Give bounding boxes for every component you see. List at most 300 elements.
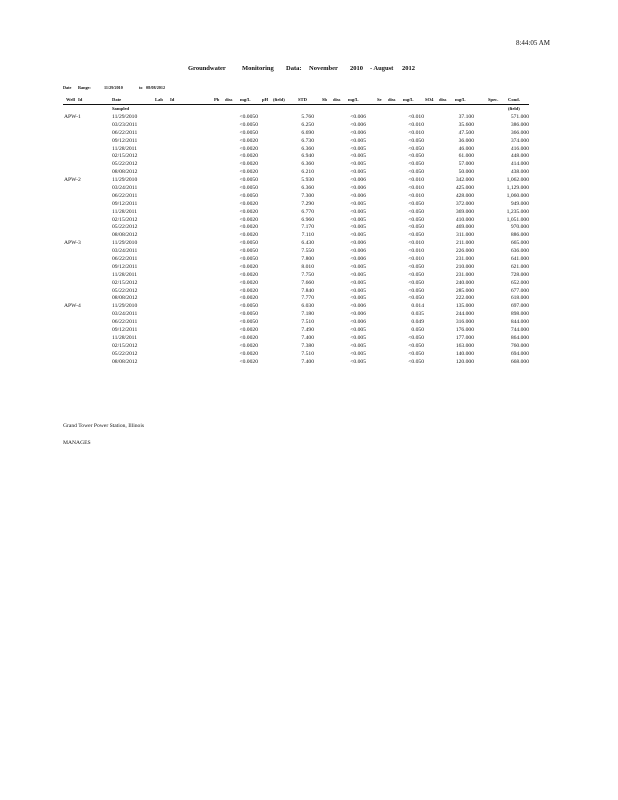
cell-sb: <0.006 xyxy=(350,256,366,263)
cell-pb: <0.0020 xyxy=(239,263,258,270)
table-row xyxy=(0,201,618,209)
cell-cond: 760.000 xyxy=(510,342,529,349)
cell-cond: 697.000 xyxy=(510,303,529,310)
title-word: 2012 xyxy=(402,65,415,72)
cell-date: 05/22/2012 xyxy=(112,224,138,231)
cell-pb: <0.0050 xyxy=(239,303,258,310)
cell-cond: 694.000 xyxy=(510,350,529,357)
cell-se: <0.010 xyxy=(408,114,424,120)
cell-ph: 6.360 xyxy=(301,185,314,192)
cell-ph: 7.380 xyxy=(301,342,314,349)
cell-so4: 425.000 xyxy=(455,185,474,192)
col-well-id: Id xyxy=(78,97,83,102)
table-row xyxy=(0,288,618,296)
table-row xyxy=(0,327,618,335)
cell-cond: 438.000 xyxy=(510,169,529,176)
cell-cond: 898.000 xyxy=(510,311,529,318)
cell-se: <0.050 xyxy=(408,334,424,341)
cell-se: <0.050 xyxy=(408,137,424,144)
cell-se: <0.050 xyxy=(408,208,424,215)
cell-so4: 46.000 xyxy=(458,145,474,152)
cell-date: 09/12/2011 xyxy=(112,327,138,334)
cell-date: 03/24/2011 xyxy=(112,311,138,318)
cell-sb: <0.005 xyxy=(350,232,366,239)
cell-ph: 6.430 xyxy=(301,240,314,247)
table-row xyxy=(0,303,618,311)
cell-ph: 7.750 xyxy=(301,271,314,278)
cell-se: <0.010 xyxy=(408,192,424,199)
cell-pb: <0.0050 xyxy=(239,192,258,199)
cell-sb: <0.005 xyxy=(350,137,366,144)
cell-se: <0.050 xyxy=(408,153,424,160)
cell-se: <0.050 xyxy=(408,216,424,223)
table-row xyxy=(0,177,618,185)
table-row xyxy=(0,256,618,264)
cell-sb: <0.006 xyxy=(350,185,366,192)
cell-pb: <0.0050 xyxy=(239,319,258,326)
table-row xyxy=(0,114,618,122)
cell-date: 02/15/2012 xyxy=(112,216,138,223)
cell-ph: 6.210 xyxy=(301,169,314,176)
cell-cond: 641.000 xyxy=(510,256,529,263)
cell-date: 05/22/2012 xyxy=(112,287,138,294)
cell-pb: <0.0050 xyxy=(239,311,258,318)
report-time: 8:44:05 AM xyxy=(515,39,550,47)
cell-ph: 6.360 xyxy=(301,145,314,152)
col-so4-unit: mg/L xyxy=(455,97,466,102)
cell-date: 09/12/2011 xyxy=(112,200,138,207)
cell-so4: 372.000 xyxy=(455,200,474,207)
cell-date: 09/12/2011 xyxy=(112,263,138,270)
cell-sb: <0.005 xyxy=(350,287,366,294)
cell-se: <0.010 xyxy=(408,256,424,263)
cell-ph: 6.360 xyxy=(301,161,314,168)
cell-pb: <0.0020 xyxy=(239,342,258,349)
title-word: Groundwater xyxy=(188,65,226,72)
data-table xyxy=(0,114,618,367)
cell-ph: 7.300 xyxy=(301,192,314,199)
footer-site: Grand Tower Power Station, Illinois xyxy=(63,423,145,429)
cell-pb: <0.0050 xyxy=(239,177,258,184)
col-spec: Spec. xyxy=(488,97,499,102)
cell-well: APW-2 xyxy=(64,177,81,184)
cell-date: 11/29/2010 xyxy=(112,177,138,184)
cell-cond: 374.000 xyxy=(510,137,529,144)
cell-cond: 1,051.000 xyxy=(506,216,529,223)
column-headers-subline xyxy=(0,106,618,113)
table-row xyxy=(0,185,618,193)
cell-so4: 140.000 xyxy=(455,350,474,357)
cell-se: 0.050 xyxy=(411,327,424,334)
cell-so4: 176.000 xyxy=(455,327,474,334)
title-word: Monitoring xyxy=(242,65,274,72)
cell-sb: <0.006 xyxy=(350,303,366,310)
cell-cond: 1,062.000 xyxy=(506,177,529,184)
table-row xyxy=(0,138,618,146)
cell-ph: 7.490 xyxy=(301,327,314,334)
cell-ph: 8.010 xyxy=(301,263,314,270)
table-row xyxy=(0,335,618,343)
cell-se: <0.050 xyxy=(408,279,424,286)
cell-sb: <0.006 xyxy=(350,311,366,318)
cell-se: <0.050 xyxy=(408,350,424,357)
cell-date: 08/08/2012 xyxy=(112,358,138,365)
cell-ph: 5.930 xyxy=(301,177,314,184)
col-ph-unit: (field) xyxy=(273,97,285,102)
cell-ph: 7.510 xyxy=(301,350,314,357)
cell-cond: 416.000 xyxy=(510,145,529,152)
cell-ph: 7.800 xyxy=(301,256,314,263)
cell-so4: 316.000 xyxy=(455,319,474,326)
cell-ph: 6.690 xyxy=(301,129,314,136)
cell-date: 08/08/2012 xyxy=(112,232,138,239)
cell-pb: <0.0020 xyxy=(239,137,258,144)
date-range-label: Range: xyxy=(78,85,91,90)
title-word: November xyxy=(309,65,338,72)
table-row xyxy=(0,248,618,256)
cell-sb: <0.006 xyxy=(350,192,366,199)
date-range-to-label: to xyxy=(139,85,143,90)
cell-so4: 226.000 xyxy=(455,248,474,255)
cell-se: <0.010 xyxy=(408,248,424,255)
cell-cond: 636.000 xyxy=(510,248,529,255)
cell-so4: 231.000 xyxy=(455,256,474,263)
cell-ph: 6.770 xyxy=(301,208,314,215)
table-row xyxy=(0,130,618,138)
cell-date: 05/22/2012 xyxy=(112,350,138,357)
date-range xyxy=(63,85,263,92)
cell-so4: 57.000 xyxy=(458,161,474,168)
table-row xyxy=(0,264,618,272)
col-pb: Pb xyxy=(214,97,220,102)
cell-se: <0.010 xyxy=(408,129,424,136)
cell-pb: <0.0050 xyxy=(239,114,258,120)
cell-se: <0.010 xyxy=(408,177,424,184)
cell-pb: <0.0020 xyxy=(239,200,258,207)
cell-se: <0.050 xyxy=(408,271,424,278)
cell-pb: <0.0020 xyxy=(239,295,258,302)
cell-cond: 366.000 xyxy=(510,129,529,136)
table-row xyxy=(0,272,618,280)
cell-so4: 222.000 xyxy=(455,295,474,302)
cell-se: 0.049 xyxy=(411,319,424,326)
col-se-type: diss xyxy=(388,97,396,102)
cell-so4: 177.000 xyxy=(455,334,474,341)
cell-sb: <0.005 xyxy=(350,216,366,223)
cell-pb: <0.0020 xyxy=(239,334,258,341)
cell-ph: 7.170 xyxy=(301,224,314,231)
cell-sb: <0.005 xyxy=(350,350,366,357)
cell-date: 11/29/2010 xyxy=(112,114,138,120)
cell-pb: <0.0020 xyxy=(239,208,258,215)
col-pb-unit: mg/L xyxy=(240,97,251,102)
cell-pb: <0.0050 xyxy=(239,129,258,136)
cell-well: APW-4 xyxy=(64,303,81,310)
cell-date: 02/15/2012 xyxy=(112,342,138,349)
cell-ph: 6.730 xyxy=(301,137,314,144)
title-word: - August xyxy=(370,65,394,72)
table-row xyxy=(0,224,618,232)
col-cond: Cond. xyxy=(508,97,520,102)
cell-pb: <0.0020 xyxy=(239,358,258,365)
cell-ph: 7.840 xyxy=(301,287,314,294)
cell-ph: 6.030 xyxy=(301,303,314,310)
col-pb-type: diss xyxy=(225,97,233,102)
cell-se: <0.050 xyxy=(408,287,424,294)
cell-date: 06/22/2011 xyxy=(112,192,138,199)
cell-so4: 342.000 xyxy=(455,177,474,184)
cell-so4: 244.000 xyxy=(455,311,474,318)
table-row xyxy=(0,161,618,169)
cell-cond: 571.000 xyxy=(510,114,529,120)
cell-pb: <0.0020 xyxy=(239,145,258,152)
table-row xyxy=(0,295,618,303)
table-row xyxy=(0,343,618,351)
cell-date: 03/24/2011 xyxy=(112,185,138,192)
cell-sb: <0.005 xyxy=(350,208,366,215)
table-row xyxy=(0,209,618,217)
cell-so4: 50.000 xyxy=(458,169,474,176)
cell-se: <0.050 xyxy=(408,161,424,168)
cell-pb: <0.0050 xyxy=(239,185,258,192)
col-so4: SO4 xyxy=(425,97,434,102)
cell-pb: <0.0020 xyxy=(239,350,258,357)
cell-date: 11/28/2011 xyxy=(112,271,138,278)
table-row xyxy=(0,311,618,319)
cell-ph: 7.660 xyxy=(301,279,314,286)
cell-sb: <0.005 xyxy=(350,169,366,176)
cell-sb: <0.005 xyxy=(350,358,366,365)
cell-pb: <0.0020 xyxy=(239,224,258,231)
cell-cond: 970.000 xyxy=(510,224,529,231)
cell-se: <0.010 xyxy=(408,185,424,192)
cell-cond: 864.000 xyxy=(510,334,529,341)
cell-date: 06/22/2011 xyxy=(112,129,138,136)
cell-cond: 744.000 xyxy=(510,327,529,334)
cell-cond: 844.000 xyxy=(510,319,529,326)
cell-date: 03/24/2011 xyxy=(112,248,138,255)
cell-cond: 665.000 xyxy=(510,240,529,247)
cell-sb: <0.005 xyxy=(350,271,366,278)
cell-cond: 621.000 xyxy=(510,263,529,270)
cell-sb: <0.005 xyxy=(350,224,366,231)
cell-ph: 5.760 xyxy=(301,114,314,120)
cell-cond: 668.000 xyxy=(510,358,529,365)
title-word: 2010 xyxy=(350,65,363,72)
col-sb: Sb xyxy=(322,97,328,102)
cell-se: <0.050 xyxy=(408,358,424,365)
cell-so4: 428.000 xyxy=(455,192,474,199)
col-se: Se xyxy=(377,97,382,102)
cell-sb: <0.006 xyxy=(350,129,366,136)
cell-date: 11/29/2010 xyxy=(112,240,138,247)
cell-date: 02/15/2012 xyxy=(112,279,138,286)
cell-se: <0.050 xyxy=(408,224,424,231)
date-range-to: 08/08/2012 xyxy=(146,85,166,90)
cell-so4: 163.000 xyxy=(455,342,474,349)
cell-cond: 652.000 xyxy=(510,279,529,286)
cell-cond: 386.000 xyxy=(510,121,529,128)
cell-sb: <0.006 xyxy=(350,114,366,120)
cell-pb: <0.0020 xyxy=(239,153,258,160)
cell-so4: 240.000 xyxy=(455,279,474,286)
cell-so4: 285.000 xyxy=(455,287,474,294)
cell-sb: <0.005 xyxy=(350,342,366,349)
cell-so4: 469.000 xyxy=(455,224,474,231)
col-sb-type: diss xyxy=(333,97,341,102)
cell-cond: 886.000 xyxy=(510,232,529,239)
cell-cond: 728.000 xyxy=(510,271,529,278)
col-sb-unit: mg/L xyxy=(348,97,359,102)
cell-cond: 1,129.000 xyxy=(506,185,529,192)
col-se-unit: mg/L xyxy=(403,97,414,102)
cell-date: 09/12/2011 xyxy=(112,137,138,144)
table-row xyxy=(0,240,618,248)
col-well: Well xyxy=(66,97,75,102)
cell-date: 06/22/2011 xyxy=(112,319,138,326)
cell-ph: 6.250 xyxy=(301,121,314,128)
cell-pb: <0.0020 xyxy=(239,327,258,334)
table-row xyxy=(0,351,618,359)
cell-cond: 677.000 xyxy=(510,287,529,294)
cell-se: <0.050 xyxy=(408,200,424,207)
col-so4-type: diss xyxy=(439,97,447,102)
title-word: Data: xyxy=(286,65,302,72)
cell-ph: 6.940 xyxy=(301,153,314,160)
cell-sb: <0.006 xyxy=(350,319,366,326)
cell-ph: 6.960 xyxy=(301,216,314,223)
cell-se: <0.050 xyxy=(408,342,424,349)
cell-ph: 7.290 xyxy=(301,200,314,207)
cell-so4: 369.000 xyxy=(455,208,474,215)
cell-so4: 410.000 xyxy=(455,216,474,223)
cell-pb: <0.0050 xyxy=(239,240,258,247)
cell-pb: <0.0050 xyxy=(239,248,258,255)
cell-sb: <0.005 xyxy=(350,145,366,152)
cell-date: 08/08/2012 xyxy=(112,169,138,176)
cell-se: <0.050 xyxy=(408,263,424,270)
cell-sb: <0.006 xyxy=(350,177,366,184)
cell-so4: 47.500 xyxy=(458,129,474,136)
cell-cond: 1,235.000 xyxy=(506,208,529,215)
cell-sb: <0.005 xyxy=(350,161,366,168)
date-range-label: Date xyxy=(63,85,72,90)
cell-ph: 7.400 xyxy=(301,358,314,365)
cell-pb: <0.0050 xyxy=(239,121,258,128)
cell-pb: <0.0020 xyxy=(239,161,258,168)
cell-so4: 61.000 xyxy=(458,153,474,160)
cell-sb: <0.005 xyxy=(350,334,366,341)
cell-sb: <0.005 xyxy=(350,153,366,160)
cell-date: 11/28/2011 xyxy=(112,334,138,341)
cell-se: <0.050 xyxy=(408,169,424,176)
footer-company: MANAGES xyxy=(63,440,91,446)
table-row xyxy=(0,217,618,225)
cell-pb: <0.0020 xyxy=(239,279,258,286)
col-std: STD xyxy=(298,97,307,102)
cell-ph: 7.110 xyxy=(301,232,314,239)
cell-cond: 949.000 xyxy=(510,200,529,207)
table-row xyxy=(0,146,618,154)
cell-ph: 7.400 xyxy=(301,334,314,341)
table-row xyxy=(0,232,618,240)
cell-sb: <0.005 xyxy=(350,263,366,270)
cell-date: 11/28/2011 xyxy=(112,208,138,215)
table-row xyxy=(0,193,618,201)
cell-ph: 7.180 xyxy=(301,311,314,318)
cell-cond: 618.000 xyxy=(510,295,529,302)
cell-so4: 37.100 xyxy=(458,114,474,120)
cell-se: <0.050 xyxy=(408,232,424,239)
col-lab-id: Id xyxy=(170,97,175,102)
cell-sb: <0.006 xyxy=(350,240,366,247)
cell-se: <0.010 xyxy=(408,240,424,247)
cell-pb: <0.0020 xyxy=(239,287,258,294)
table-row xyxy=(0,359,618,367)
cell-sb: <0.006 xyxy=(350,121,366,128)
cell-pb: <0.0020 xyxy=(239,271,258,278)
cell-so4: 135.000 xyxy=(455,303,474,310)
cell-ph: 7.550 xyxy=(301,248,314,255)
cell-se: <0.010 xyxy=(408,121,424,128)
table-row xyxy=(0,122,618,130)
cell-sb: <0.005 xyxy=(350,327,366,334)
cell-date: 08/08/2012 xyxy=(112,295,138,302)
cell-se: 0.014 xyxy=(411,303,424,310)
cell-date: 02/15/2012 xyxy=(112,153,138,160)
cell-cond: 448.000 xyxy=(510,153,529,160)
table-row xyxy=(0,169,618,177)
cell-well: APW-1 xyxy=(64,114,81,120)
cell-se: <0.050 xyxy=(408,295,424,302)
cell-sb: <0.005 xyxy=(350,295,366,302)
table-row xyxy=(0,153,618,161)
cell-so4: 210.000 xyxy=(455,263,474,270)
cell-date: 06/22/2011 xyxy=(112,256,138,263)
cell-so4: 35.600 xyxy=(458,121,474,128)
cell-pb: <0.0050 xyxy=(239,256,258,263)
col-lab: Lab xyxy=(155,97,163,102)
cell-so4: 120.000 xyxy=(455,358,474,365)
cell-sb: <0.006 xyxy=(350,248,366,255)
cell-se: <0.050 xyxy=(408,145,424,152)
col-cond-unit: (field) xyxy=(508,106,520,111)
cell-date: 11/28/2011 xyxy=(112,145,138,152)
cell-se: 0.035 xyxy=(411,311,424,318)
cell-date: 05/22/2012 xyxy=(112,161,138,168)
cell-cond: 414.000 xyxy=(510,161,529,168)
col-date: Date xyxy=(112,97,122,102)
cell-so4: 311.000 xyxy=(456,232,474,239)
cell-so4: 36.000 xyxy=(458,137,474,144)
table-row xyxy=(0,280,618,288)
header-rule xyxy=(63,104,529,105)
cell-pb: <0.0020 xyxy=(239,169,258,176)
cell-so4: 211.000 xyxy=(456,240,474,247)
cell-pb: <0.0020 xyxy=(239,232,258,239)
cell-date: 03/23/2011 xyxy=(112,121,138,128)
table-row xyxy=(0,319,618,327)
cell-sb: <0.005 xyxy=(350,279,366,286)
cell-well: APW-3 xyxy=(64,240,81,247)
cell-ph: 7.510 xyxy=(301,319,314,326)
cell-sb: <0.005 xyxy=(350,200,366,207)
col-date-sub: Sampled xyxy=(112,106,130,111)
cell-cond: 1,060.000 xyxy=(506,192,529,199)
cell-date: 11/29/2010 xyxy=(112,303,138,310)
col-ph: pH xyxy=(262,97,269,102)
date-range-from: 11/29/2010 xyxy=(104,85,123,90)
